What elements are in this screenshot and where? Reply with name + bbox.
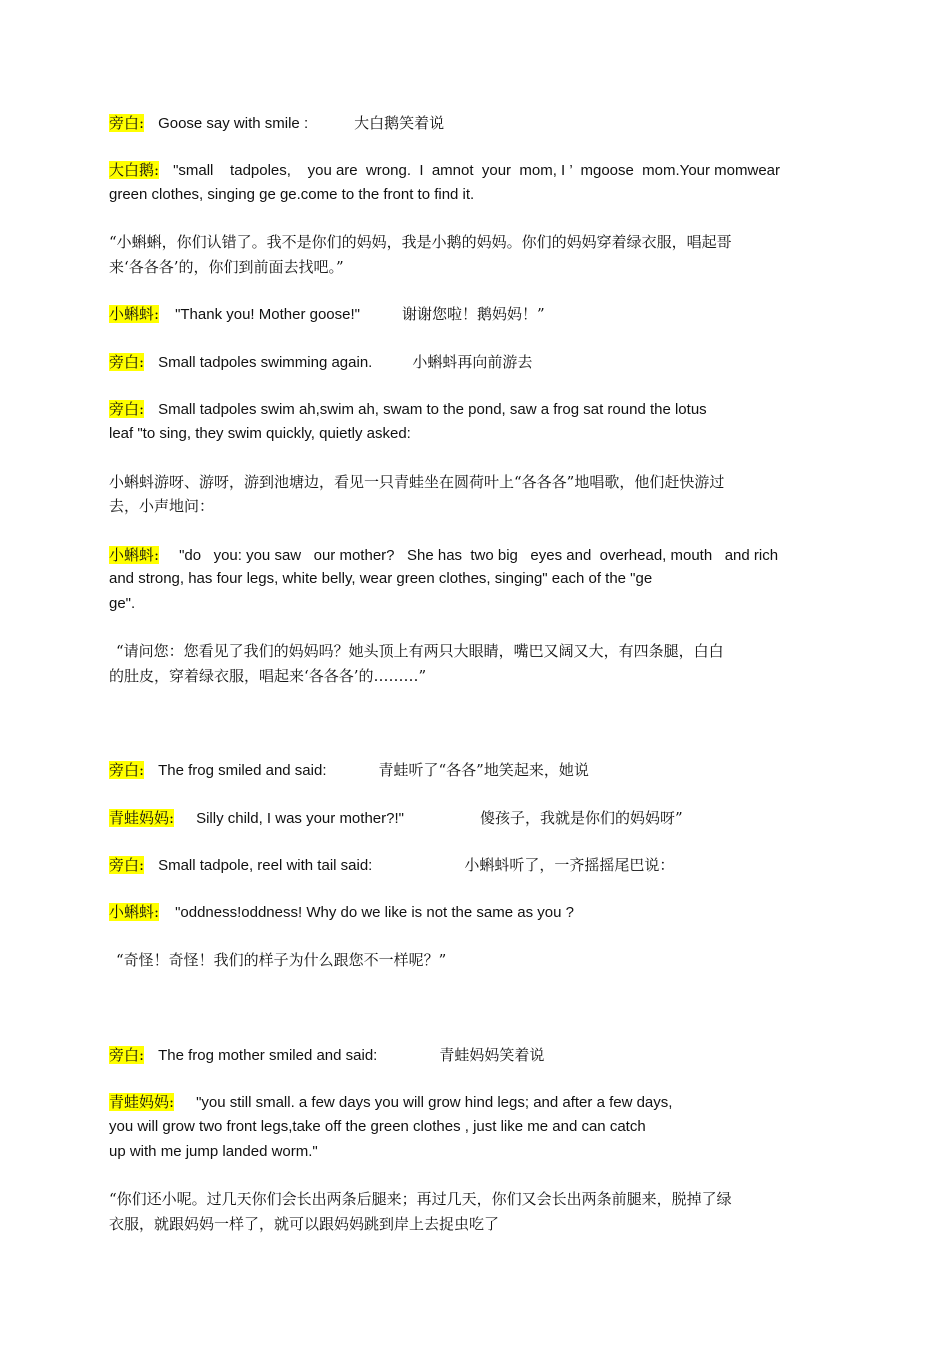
english-text: "oddness!oddness! Why do we like is not the same as you ? [175,904,574,921]
dialogue-line [109,760,589,781]
english-text: "you still small. a few days you will grow hind legs; and after a few days, [196,1094,673,1111]
chinese-text: 青蛙妈妈笑着说 [439,1046,545,1064]
chinese-text: 去，小声地问： [109,497,215,515]
chinese-text: 小蝌蚪游呀、游呀，游到池塘边，看见一只青蛙坐在圆荷叶上“各各各”地唱歌，他们赶快游过 [109,473,725,491]
english-text: Small tadpoles swim ah,swim ah, swam to the pond, saw a frog sat round the lotus [158,401,707,418]
english-text: leaf "to sing, they swim quickly, quietly asked: [109,425,411,442]
speaker-label: 小蝌蚪: [109,903,160,921]
dialogue-line [109,855,674,876]
speaker-label: 青蛙妈妈: [109,1093,175,1111]
speaker-label: 大白鹅: [109,161,160,179]
english-text: "do you: you saw our mother? She has two big eyes and overhead, mouth and rich [179,547,779,564]
speaker-label: 青蛙妈妈: [109,809,175,827]
dialogue-line [109,160,845,181]
speaker-label: 旁白: [109,114,145,132]
dialogue-line [109,808,683,829]
chinese-text: “奇怪！奇怪！我们的样子为什么跟您不一样呢？” [116,951,447,969]
english-text: Silly child, I was your mother?!" [196,810,404,827]
dialogue-line [109,1092,672,1113]
english-text: Goose say with smile : [158,115,309,132]
chinese-text: 衣服，就跟妈妈一样了，就可以跟妈妈跳到岸上去捉虫吃了 [109,1215,500,1233]
chinese-text: 来‘各各各’的，你们到前面去找吧。” [109,258,344,276]
english-text: you will grow two front legs,take off the green clothes , just like me and can catch [109,1118,646,1135]
speaker-label: 旁白: [109,1046,145,1064]
chinese-text: 青蛙听了“各各”地笑起来，她说 [378,761,589,779]
chinese-text: “你们还小呢。过几天你们会长出两条后腿来；再过几天，你们又会长出两条前腿来，脱掉了绿 [109,1190,732,1208]
dialogue-line [109,902,574,923]
dialogue-line [109,113,444,134]
chinese-text: 傻孩子，我就是你们的妈妈呀” [479,809,683,827]
speaker-label: 旁白: [109,353,145,371]
speaker-label: 旁白: [109,856,145,874]
english-text: "Thank you! Mother goose!" [175,306,360,323]
english-text: "small tadpoles, you are wrong. I amnot your mom, I ’ mgoose mom.Your momwear [173,162,781,179]
english-text: The frog mother smiled and said: [158,1047,378,1064]
dialogue-line [109,352,532,373]
chinese-text: “小蝌蝌，你们认错了。我不是你们的妈妈，我是小鹅的妈妈。你们的妈妈穿着绿衣服，唱起哥 [109,233,732,251]
chinese-text: 大白鹅笑着说 [354,114,445,132]
speaker-label: 小蝌蚪: [109,546,160,564]
dialogue-line [109,304,545,325]
english-text: ge". [109,595,136,612]
chinese-text: 小蝌蚪再向前游去 [412,353,533,371]
speaker-label: 旁白: [109,400,145,418]
chinese-text: 谢谢您啦！鹅妈妈！” [401,305,545,323]
dialogue-line [109,545,778,566]
chinese-text: 小蝌蚪听了，一齐摇摇尾巴说： [464,856,675,874]
chinese-text: 的肚皮，穿着绿衣服，唱起来‘各各各’的………” [109,667,427,685]
english-text: Small tadpole, reel with tail said: [158,857,373,874]
chinese-text: “请问您：您看见了我们的妈妈吗？她头顶上有两只大眼睛，嘴巴又阔又大，有四条腿，白白 [116,642,724,660]
speaker-label: 小蝌蚪: [109,305,160,323]
dialogue-line [109,1045,544,1066]
english-text: and strong, has four legs, white belly, wear green clothes, singing" each of the "ge [109,570,653,587]
speaker-label: 旁白: [109,761,145,779]
english-text: green clothes, singing ge ge.come to the front to find it. [109,186,475,203]
english-text: Small tadpoles swimming again. [158,354,373,371]
english-text: The frog smiled and said: [158,762,327,779]
english-text: up with me jump landed worm." [109,1143,318,1160]
dialogue-line [109,399,707,420]
